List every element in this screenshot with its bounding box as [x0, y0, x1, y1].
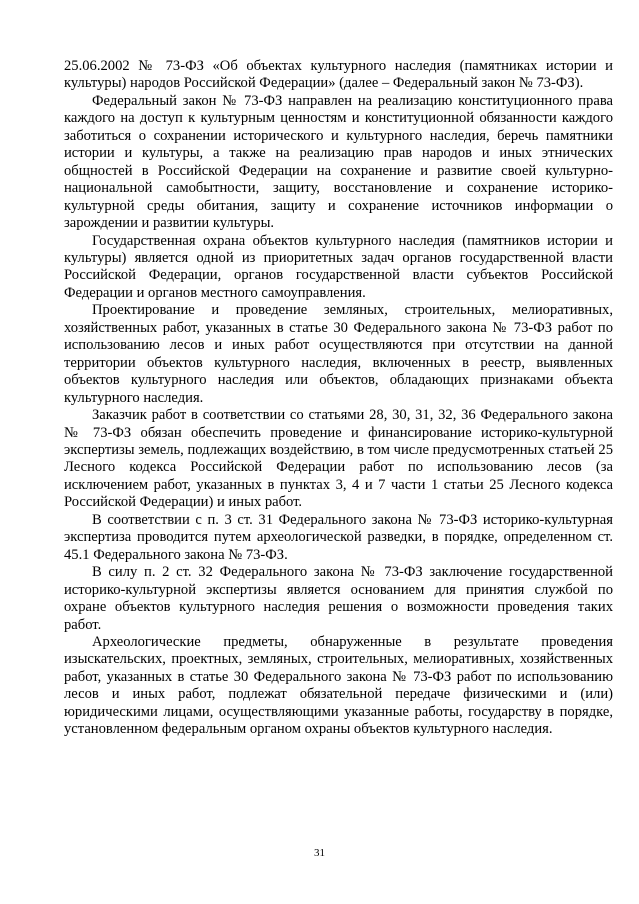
paragraph-customer-obligations: Заказчик работ в соответствии со статьями 28, 30, 31, 32, 36 Федерального закона № 73-ФЗ обязан обеспечить проведение и финансирование историко-культурной экспертизы земель, подлежащих воздействию, в том числе предусмотренных статьей 25 Лесного кодекса Российской Федерации работ по использованию лесов (за исключением работ, указанных в пунктах 3, 4 и 7 части 1 статьи 25 Лесного кодекса Российской Федерации) и иных работ.	[64, 407, 613, 511]
paragraph-state-protection: Государственная охрана объектов культурного наследия (памятников истории и культуры) является одной из приоритетных задач органов государственной власти Российской Федерации, органов государственной власти субъектов Российской Федерации и органов местного самоуправления.	[64, 232, 613, 301]
paragraph-law-purpose: Федеральный закон № 73-ФЗ направлен на реализацию конституционного права каждого на доступ к культурным ценностям и конституционной обязанности каждого заботиться о сохранении исторического и культурного наследия, беречь памятники истории и культуры, а также на реализацию прав народов и иных этнических общностей в Российской Федерации на сохранение и развитие своей культурно-национальной самобытности, защиту, восстановление и сохранение историко-культурной среды обитания, защиту и сохранение источников информации о зарождении и развитии культуры.	[64, 92, 613, 232]
paragraph-law-reference: 25.06.2002 № 73-ФЗ «Об объектах культурного наследия (памятниках истории и культуры) народов Российской Федерации» (далее – Федеральный закон № 73-ФЗ).	[64, 58, 613, 92]
paragraph-expertise-conclusion: В силу п. 2 ст. 32 Федерального закона № 73-ФЗ заключение государственной историко-культурной экспертизы является основанием для принятия службой по охране объектов культурного наследия решения о возможности проведения таких работ.	[64, 564, 613, 633]
page-number: 31	[314, 847, 325, 859]
paragraph-design-works: Проектирование и проведение земляных, строительных, мелиоративных, хозяйственных работ, указанных в статье 30 Федерального закона № 73-ФЗ работ по использованию лесов и иных работ осуществляются при отсутствии на данной территории объектов культурного наследия, включенных в реестр, выявленных объектов культурного наследия или объектов, обладающих признаками объекта культурного наследия.	[64, 302, 613, 406]
document-body	[64, 58, 613, 739]
paragraph-archaeological-items: Археологические предметы, обнаруженные в результате проведения изыскательских, проектных, земляных, строительных, мелиоративных, хозяйственных работ, указанных в статье 30 Федерального закона № 73-ФЗ работ по использованию лесов и иных работ, подлежат обязательной передаче физическими и (или) юридическими лицами, осуществляющими указанные работы, государству в порядке, установленном федеральным органом охраны объектов культурного наследия.	[64, 633, 613, 738]
paragraph-expertise-procedure: В соответствии с п. 3 ст. 31 Федерального закона № 73-ФЗ историко-культурная экспертиза проводится путем археологической разведки, в порядке, определенном ст. 45.1 Федерального закона № 73-ФЗ.	[64, 511, 613, 563]
